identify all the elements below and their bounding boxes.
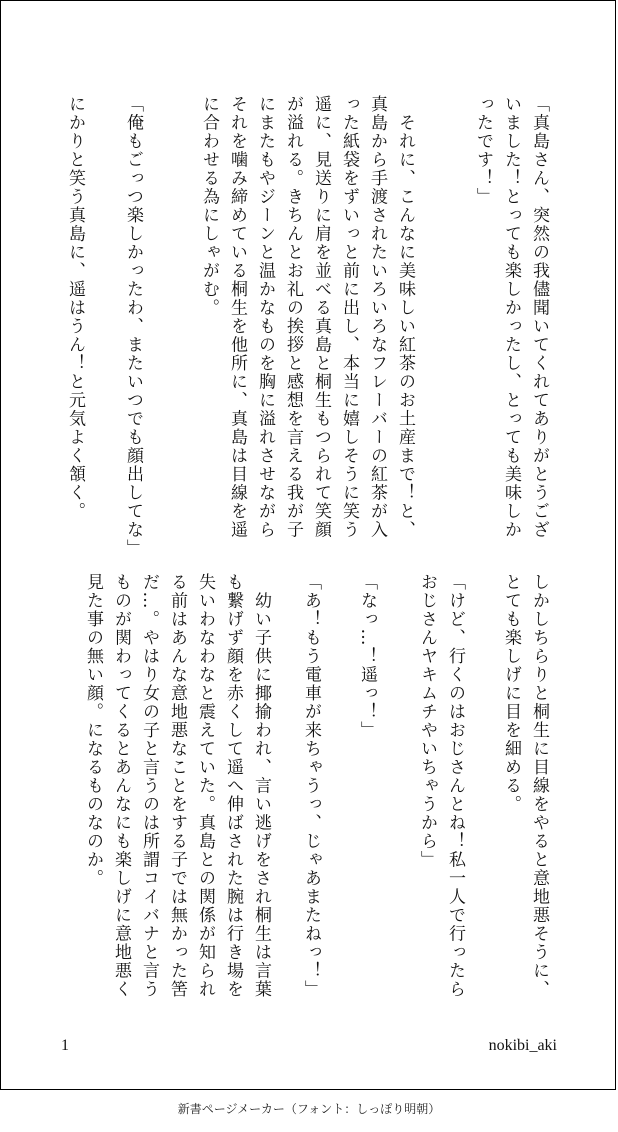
top-paragraph-1: 「真島さん、突然の我儘聞いてくれてありがとうございました！とっても楽しかったし、とっても美味しかったです！」	[473, 95, 549, 539]
bottom-paragraph-3: 「なっ…！遥っ！」	[357, 573, 377, 740]
top-paragraph-3: 「俺もごっつ楽しかったわ、またいつでも顔出してな」	[123, 95, 143, 558]
bottom-paragraph-5: 幼い子供に揶揄われ、言い逃げをされ桐生は言葉も繋げず顔を赤くして遥へ伸ばされた腕は行き場を失いわなわなと震えていた。真島との関係が知られる前はあんな意地悪なことをする子では無かった筈だ…。やはり女の子と言うのは所謂コイバナと言うものが関わってくるとあんなにも楽しげに意地悪く見た事の無い顔。になるものなのか。	[83, 573, 271, 999]
caption: 新書ページメーカー（フォント：しっぽり明朝）	[177, 1102, 441, 1116]
bottom-paragraph-4: 「あ！もう電車が来ちゃうっ、じゃあまたねっ！」	[301, 573, 321, 999]
top-paragraph-4: にかりと笑う真島に、遥はうん！と元気よく頷く。	[65, 95, 85, 521]
author-name: nokibi_aki	[488, 1037, 557, 1054]
bottom-paragraph-1: しかしちらりと桐生に目線をやると意地悪そうに、とても楽しげに目を細める。	[501, 573, 549, 999]
page-number: 1	[61, 1037, 69, 1054]
top-paragraph-2: それに、こんなに美味しい紅茶のお土産まで！と、真島から手渡されたいろいろなフレーバーの紅茶が入った紙袋をずいっと前に出し、本当に嬉しそうに笑う遥に、見送りに肩を並べる真島と桐生もつられて笑顔が溢れる。きちんとお礼の挨拶と感想を言える我が子にまたもやジーンと温かなものを胸に溢れさせながらそれを噛み締めている桐生を他所に、真島は目線を遥に合わせる為にしゃがむ。	[199, 95, 415, 539]
bottom-paragraph-2: 「けど、行くのはおじさんとね！私一人で行ったらおじさんヤキムチやいちゃうから」	[417, 573, 465, 999]
